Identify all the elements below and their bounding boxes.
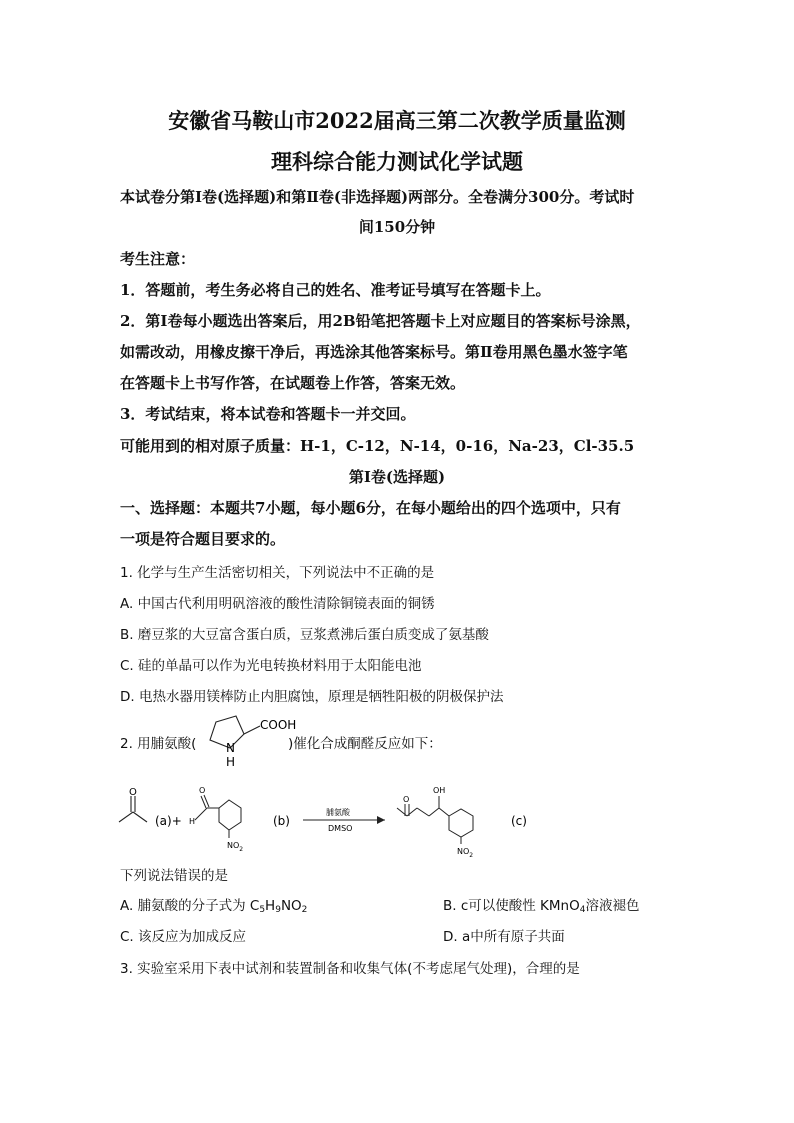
nitrobenzaldehyde-structure: [189, 786, 243, 853]
question-2-stem-end: )催化合成酮醛反应如下：: [288, 736, 442, 752]
question-1-option-c: C. 硅的单晶可以作为光电转换材料用于太阳能电池: [120, 658, 422, 674]
section-instructions-line-2: 一项是符合题目要求的。: [120, 530, 286, 548]
proline-h-label: H: [226, 755, 236, 769]
question-2-option-c: C. 该反应为加成反应: [120, 929, 247, 945]
notice-item-1: 1．答题前，考生务必将自己的姓名、准考证号填写在答题卡上。: [120, 281, 551, 299]
reaction-scheme: [115, 778, 675, 858]
question-2-followup: 下列说法错误的是: [120, 868, 228, 884]
section-title: 第Ⅰ卷(选择题): [348, 468, 446, 486]
question-1-option-a: A. 中国古代利用明矾溶液的酸性清除铜镜表面的铜锈: [120, 596, 435, 612]
exam-title: 安徽省马鞍山市2022届高三第二次教学质量监测: [168, 108, 626, 133]
question-2-option-a: A. 脯氨酸的分子式为 $C_5H_9NO_2$: [120, 898, 308, 915]
proline-structure: [196, 708, 297, 770]
question-1-stem: 1. 化学与生产生活密切相关，下列说法中不正确的是: [120, 565, 435, 581]
label-b: (b): [273, 814, 290, 828]
notice-item-2-line-1: 2．第Ⅰ卷每小题选出答案后，用2B铅笔把答题卡上对应题目的答案标号涂黑，: [120, 312, 641, 330]
nitro-label-c: $NO_2$: [457, 847, 474, 859]
label-c: (c): [511, 814, 527, 828]
intro-line-2: 间150分钟: [358, 218, 436, 236]
question-2-option-d: D. a中所有原子共面: [443, 929, 565, 945]
notice-item-3: 3．考试结束，将本试卷和答题卡一并交回。: [120, 405, 416, 423]
notice-item-2-line-2: 如需改动，用橡皮擦干净后，再选涂其他答案标号。第Ⅱ卷用黑色墨水签字笔: [120, 343, 628, 361]
section-instructions-line-1: 一、选择题：本题共7小题，每小题6分，在每小题给出的四个选项中，只有: [120, 499, 621, 517]
question-1-option-b: B. 磨豆浆的大豆富含蛋白质，豆浆煮沸后蛋白质变成了氨基酸: [120, 627, 489, 643]
question-3-stem: 3. 实验室采用下表中试剂和装置制备和收集气体(不考虑尾气处理)，合理的是: [120, 961, 580, 977]
label-a: (a)+: [155, 814, 182, 828]
aldol-product-structure: [397, 786, 473, 859]
intro-line-1: 本试卷分第Ⅰ卷(选择题)和第Ⅱ卷(非选择题)两部分。全卷满分300分。考试时: [120, 188, 635, 206]
question-2-option-b: B. c可以使酸性 KMnO$_4$溶液褪色: [443, 898, 640, 915]
acetone-structure: [119, 787, 147, 822]
notice-item-2-line-3: 在答题卡上书写作答，在试题卷上作答，答案无效。: [120, 374, 466, 392]
aldehyde-h-label: H: [189, 817, 196, 826]
svg-text:O: O: [199, 786, 206, 795]
svg-text:O: O: [129, 787, 137, 798]
svg-text:O: O: [403, 795, 410, 804]
oh-label: OH: [433, 786, 446, 795]
nitro-label-b: $NO_2$: [227, 841, 244, 853]
proline-n-label: N: [226, 741, 235, 755]
atomic-mass-line: 可能用到的相对原子质量：H-1，C-12，N-14，0-16，Na-23，Cl-35.5: [120, 437, 635, 455]
solvent-label: DMSO: [328, 824, 353, 833]
question-1-option-d: D. 电热水器用镁棒防止内胆腐蚀，原理是牺牲阳极的阴极保护法: [120, 689, 504, 705]
notice-heading: 考生注意：: [120, 250, 196, 268]
question-2-stem-start: 2. 用脯氨酸(: [120, 736, 197, 752]
catalyst-label: 脯氨酸: [326, 808, 350, 817]
proline-cooh-label: COOH: [260, 718, 297, 732]
exam-subtitle: 理科综合能力测试化学试题: [271, 149, 523, 174]
